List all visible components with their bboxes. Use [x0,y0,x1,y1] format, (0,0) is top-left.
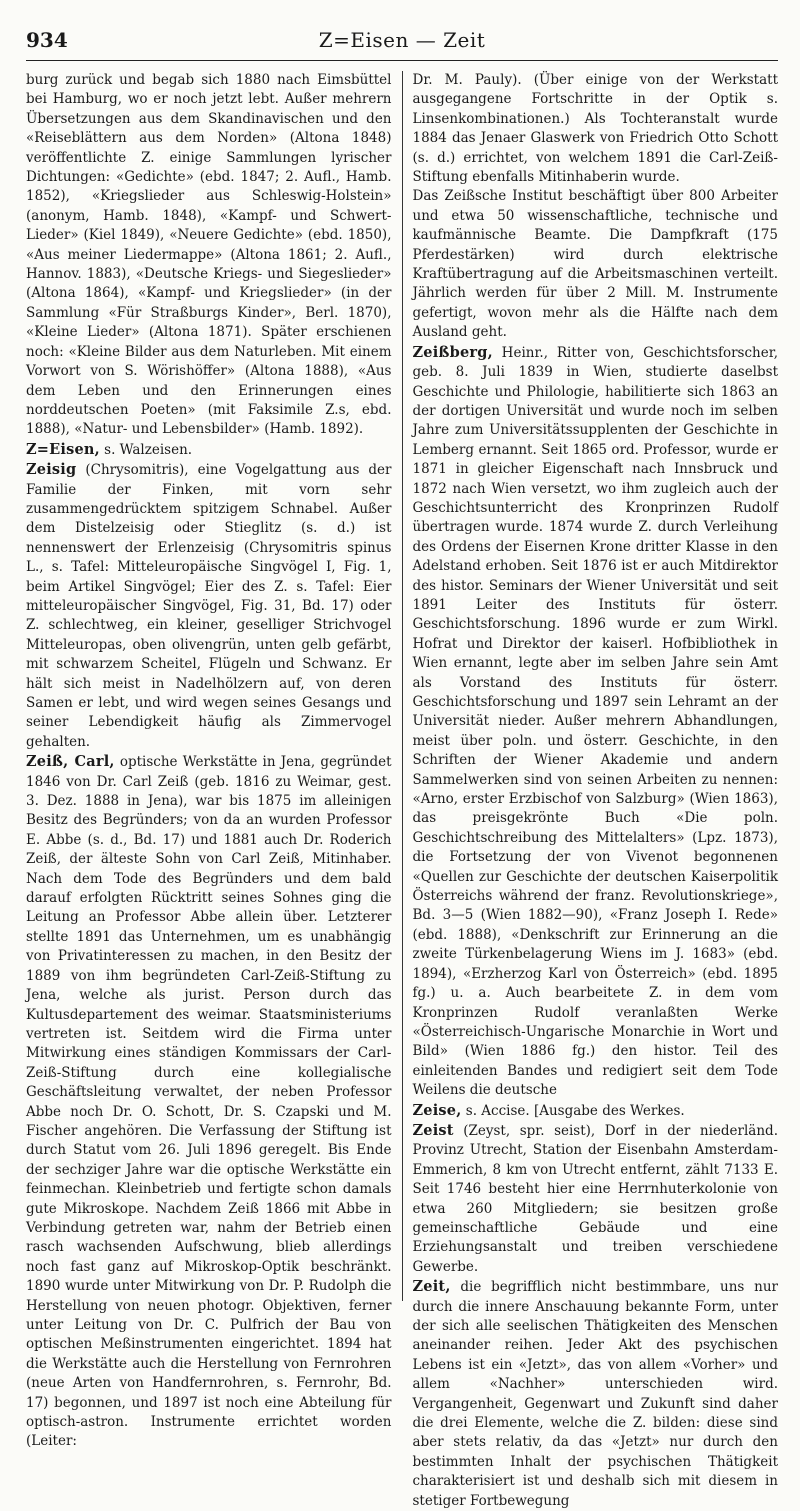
entry-lemma: Z=Eisen, [26,440,100,458]
entry-text: (Zeyst, spr. seist), Dorf in der niederländ. Provinz Utrecht, Station der Eisenbahn Amsterdam-Emmerich, 8 km von Utrecht entfernt, zählt 7133 E. Seit 1746 besteht hier eine Herrnhuterkolonie von etwa 260 Mitgliedern; sie besitzen große gemeinschaftliche Gebäude und eine Erziehungsanstalt und treiben verschiedene Gewerbe. [412,1122,778,1275]
entry-text: burg zurück und begab sich 1880 nach Eimsbüttel bei Hamburg, wo er noch jetzt lebt. Außer mehrern Übersetzungen aus dem Skandinavischen und den «Reiseblättern aus dem Norden» (Altona 1848) veröffentlichte Z. einige Sammlungen lyrischer Dichtungen: «Gedichte» (ebd. 1847; 2. Aufl., Hamb. 1852), «Kriegslieder aus Schleswig-Holstein» (anonym, Hamb. 1848), «Kampf- und Schwert-Lieder» (Kiel 1849), «Neuere Gedichte» (ebd. 1850), «Aus meiner Liedermappe» (Altona 1861; 2. Aufl., Hannov. 1883), «Deutsche Kriegs- und Siegeslieder» (Altona 1864), «Kampf- und Kriegslieder» (in der Sammlung «Für Straßburgs Kinder», Berl. 1870), «Kleine Lieder» (Altona 1871). Später erschienen noch: «Kleine Bilder aus dem Naturleben. Mit einem Vorwort von S. Wörishöffer» (Altona 1888), «Aus dem Leben und den Erinnerungen eines norddeutschen Poeten» (mit Faksimile Z.s, ebd. 1888), «Natur- und Lebensbilder» (Hamb. 1892). [26,72,392,438]
left-column [26,71,400,1450]
entry-continuation [413,71,779,187]
entry-text: Das Zeißsche Institut beschäftigt über 800 Arbeiter und etwa 50 wissenschaftliche, technische und kaufmännische Beamte. Die Dampfkraft (175 Pferdestärken) wird durch elektrische Kraftübertragung auf die Arbeitsmaschinen verteilt. Jährlich werden für über 2 Mill. M. Instrumente gefertigt, wovon mehr als die Hälfte nach dem Ausland geht. [412,188,778,341]
entry-lemma: Zeise, [412,1101,462,1119]
entry-text: s. Accise. [Ausgabe des Werkes. [461,1102,685,1119]
column-divider [402,71,403,1301]
entry-lemma: Zeit, [412,1278,451,1296]
entry-text: die begrifflich nicht bestimmbare, uns nur durch die innere Anschauung bekannte Form, unter der sich alle seelischen Thätigkeiten des Menschen aneinander reihen. Jeder Akt des psychischen Lebens ist ein «Jetzt», das von allem «Vorher» und allem «Nachher» unterschieden wird. Vergangenheit, Gegenwart und Zukunft sind daher die drei Elemente, welche die Z. bilden: diese sind aber stets relativ, da das «Jetzt» nur durch den bestimmten Inhalt der psychischen Thätigkeit charakterisiert ist und deshalb sich mit diesem in stetiger Fortbewegung [412,1279,778,1509]
entry-lemma: Zeist [412,1121,454,1139]
page-header [26,20,778,61]
entry-z-eisen [26,440,392,460]
entry-zeisig [26,460,392,752]
entry-lemma: Zeisig [26,461,77,479]
entry-text: Heinr., Ritter von, Geschichtsforscher, geb. 8. Juli 1839 in Wien, studierte daselbst Geschichte und Philologie, habilitierte sich 1863 an der dortigen Universität und wurde noch im selben Jahre zum Universitätssupplenten der Geschichte in Lemberg ernannt. Seit 1865 ord. Professor, wurde er 1871 in gleicher Eigenschaft nach Innsbruck und 1872 nach Wien versetzt, wo ihm zugleich auch der Geschichtsunterricht des Kronprinzen Rudolf übertragen wurde. 1874 wurde Z. durch Verleihung des Ordens der Eisernen Krone dritter Klasse in den Adelstand erhoben. Seit 1876 ist er auch Mitdirektor des histor. Seminars der Wiener Universität und seit 1891 Leiter des Instituts für österr. Geschichtsforschung. 1896 wurde er zum Wirkl. Hofrat und Direktor der kaiserl. Hofbibliothek in Wien ernannt, legte aber im selben Jahre sein Amt als Vorstand des Instituts für österr. Geschichtsforschung und 1897 sein Lehramt an der Universität nieder. Außer mehrern Abhandlungen, meist über poln. und österr. Geschichte, in den Schriften der Wiener Akademie und andern Sammelwerken sind von seinen Arbeiten zu nennen: «Arno, erster Erzbischof von Salzburg» (Wien 1863), das preisgekrönte Buch «Die poln. Geschichtschreibung des Mittelalters» (Lpz. 1873), die Fortsetzung der von Vivenot begonnenen «Quellen zur Geschichte der deutschen Kaiserpolitik Österreichs während der franz. Revolutionskriege», Bd. 3—5 (Wien 1882—90), «Franz Joseph I. Rede» (ebd. 1888), «Denkschrift zur Erinnerung an die zweite Türkenbelagerung Wiens im J. 1683» (ebd. 1894), «Erzherzog Karl von Österreich» (ebd. 1895 fg.) u. a. Auch bearbeitete Z. in dem vom Kronprinzen Rudolf veranlaßten Werke «Österreichisch-Ungarische Monarchie in Wort und Bild» (Wien 1886 fg.) den histor. Teil des einleitenden Bandes und redigiert seit dem Tode Weilens die deutsche [412,344,778,1099]
entry-lemma: Zeißberg, [412,343,493,361]
entry-zeise [413,1101,779,1121]
entry-text: (Chrysomitris), eine Vogelgattung aus der Familie der Finken, mit vorn sehr zusammengedrücktem spitzigem Schnabel. Außer dem Distelzeisig oder Stieglitz (s. d.) ist nennenswert der Erlenzeisig (Chrysomitris spinus L., s. Tafel: Mitteleuropäische Singvögel I, Fig. 1, beim Artikel Singvögel; Eier des Z. s. Tafel: Eier mitteleuropäischer Singvögel, Fig. 31, Bd. 17) oder Z. schlechtweg, ein kleiner, geselliger Strichvogel Mitteleuropas, oben olivengrün, unten gelb gefärbt, mit schwarzem Scheitel, Flügeln und Schwanz. Er hält sich meist in Nadelhölzern auf, von deren Samen er lebt, und wird wegen seines Gesangs und seiner Lebendigkeit häufig als Zimmervogel gehalten. [26,462,392,750]
entry-zeit [413,1277,779,1511]
entry-zeissberg [413,343,779,1101]
entry-continuation [26,71,392,440]
text-columns [26,71,778,1509]
entry-text: s. Walzeisen. [99,441,193,458]
entry-text: Dr. M. Pauly). (Über einige von der Werkstatt ausgegangene Fortschritte in der Optik s. Linsenkombinationen.) Als Tochteranstalt wurde 1884 das Jenaer Glaswerk von Friedrich Otto Schott (s. d.) errichtet, von welchem 1891 die Carl-Zeiß-Stiftung ebenfalls Mitinhaberin wurde. [412,72,778,186]
entry-paragraph [413,187,779,342]
right-column [405,71,779,1509]
entry-lemma: Zeiß, Carl, [26,753,115,771]
entry-zeiss-carl [26,752,392,1452]
entry-zeist [413,1121,779,1277]
page-number: 934 [26,28,68,52]
entry-text: optische Werkstätte in Jena, gegründet 1846 von Dr. Carl Zeiß (geb. 1816 zu Weimar, gest. 3. Dez. 1888 in Jena), war bis 1875 im alleinigen Besitz des Begründers; von da an wurden Professor E. Abbe (s. d., Bd. 17) und 1881 auch Dr. Roderich Zeiß, der älteste Sohn von Carl Zeiß, Mitinhaber. Nach dem Tode des Begründers und dem bald darauf erfolgten Rücktritt seines Sohnes ging die Leitung an Professor Abbe allein über. Letzterer stellte 1891 das Unternehmen, um es unabhängig von Privatinteressen zu machen, in den Besitz der 1889 von ihm begründeten Carl-Zeiß-Stiftung zu Jena, welche als jurist. Person durch das Kultusdepartement des weimar. Staatsministeriums vertreten ist. Seitdem wird die Firma unter Mitwirkung eines ständigen Kommissars der Carl-Zeiß-Stiftung durch eine kollegialische Geschäftsleitung verwaltet, der neben Professor Abbe noch Dr. O. Schott, Dr. S. Czapski und M. Fischer angehören. Die Verfassung der Stiftung ist durch Statut vom 26. Juli 1896 geregelt. Bis Ende der sechziger Jahre war die optische Werkstätte ein feinmechan. Kleinbetrieb und fertigte schon damals gute Mikroskope. Nachdem Zeiß 1866 mit Abbe in Verbindung getreten war, nahm der Betrieb einen rasch wachsenden Aufschwung, blieb allerdings noch fast ganz auf Mikroskop-Optik beschränkt. 1890 wurde unter Mitwirkung von Dr. P. Rudolph die Herstellung von neuen photogr. Objektiven, ferner unter Leitung von Dr. C. Pulfrich der Bau von optischen Meßinstrumenten eingerichtet. 1894 hat die Werkstätte auch die Herstellung von Fernrohren (neue Arten von Handfernrohren, s. Fernrohr, Bd. 17) begonnen, und 1897 ist noch eine Abteilung für optisch-astron. Instrumente errichtet worden (Leiter: [26,754,392,1450]
running-head: Z=Eisen — Zeit [318,28,486,52]
